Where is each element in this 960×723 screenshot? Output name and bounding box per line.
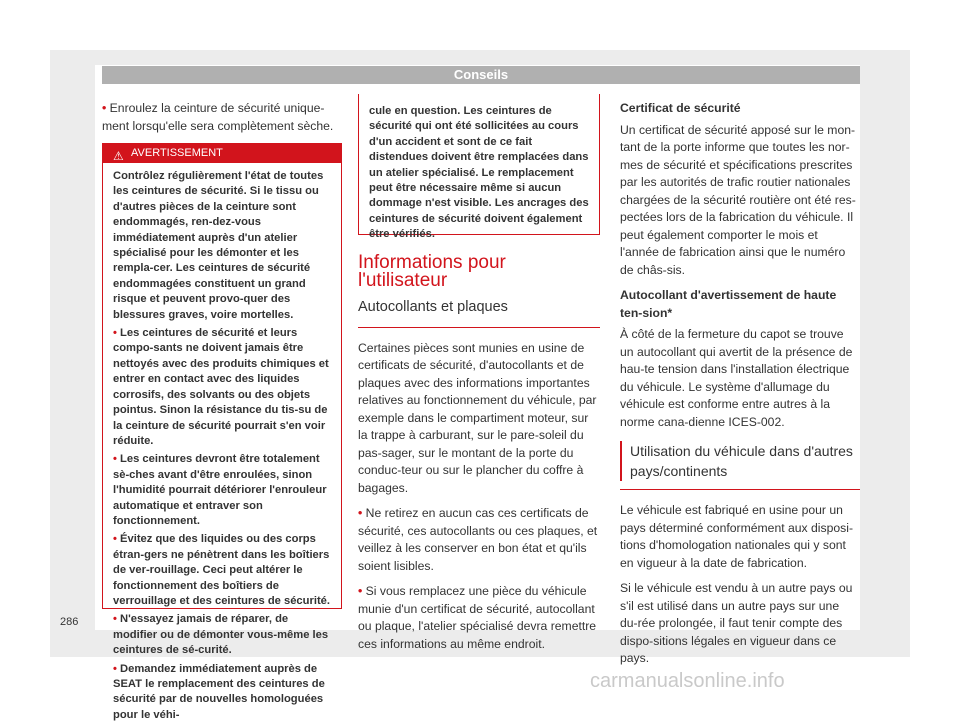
column-3	[620, 100, 860, 676]
paragraph: Si le véhicule est vendu à un autre pays ou s'il est utilisé dans un autre pays sur une du-rée prolongée, il faut tenir compte des dispo-sitions légales en vigueur dans ce pays.	[620, 581, 853, 665]
page-header: Conseils	[102, 66, 860, 84]
warning-header	[103, 143, 341, 163]
cert-title: Certificat de sécurité	[620, 101, 741, 115]
watermark: carmanualsonline.info	[590, 670, 785, 692]
warning-continuation-text: cule en question. Les ceintures de sécurité qui ont été sollicitées au cours d'un accident et sont de ce fait distendues doivent être remplacées dans un atelier spécialisé. Le remplacement peut être nécessaire même si aucun dommage n'est visible. Les ancrages des ceintures de sécurité doivent également être vérifiés.	[369, 105, 589, 241]
warning-title: AVERTISSEMENT	[131, 147, 223, 159]
column-2	[358, 254, 600, 661]
divider	[620, 489, 860, 490]
warning-item: • Évitez que des liquides ou des corps étran-gers ne pénètrent dans les boîtiers de ver-rouillage. Ceci peut altérer le fonctionnement des boîtiers de verrouillage et des ceintures de sécurité.	[113, 533, 331, 607]
bullet-icon: •	[113, 327, 117, 340]
warning-triangle-icon: ⚠	[113, 149, 124, 163]
list-item: • Ne retirez en aucun cas ces certificats de sécurité, ces autocollants ou ces plaques, et veillez à les conserver en bon état et qu'ils soient lisibles.	[358, 506, 598, 573]
column-1	[102, 100, 340, 143]
bullet-icon: •	[113, 533, 117, 546]
bullet-icon: •	[102, 101, 107, 115]
list-item: • Si vous remplacez une pièce du véhicule munie d'un certificat de sécurité, autocollant ou plaque, l'atelier spécialisé devra remettre ces informations au même endroit.	[358, 584, 597, 651]
warning-continuation-box	[358, 94, 600, 241]
section-subheading: Autocollants et plaques	[358, 299, 508, 315]
page-number: 286	[60, 616, 79, 628]
bullet-icon: •	[358, 584, 363, 598]
warning-item: • Les ceintures de sécurité et leurs compo-sants ne doivent jamais être nettoyés avec des produits chimiques et entrer en contact avec des liquides corrosifs, des solvants ou des objets pointus. Sinon la résistance du tis-su de la ceinture de sécurité pourrait s'en voir réduite.	[113, 327, 329, 447]
warning-item: Contrôlez régulièrement l'état de toutes les ceintures de sécurité. Si le tissu ou d'autres pièces de la ceinture sont endommagés, ren-dez-vous immédiatement auprès d'un atelier spécialisé pour les démonter et les rempla-cer. Les ceintures de sécurité endommagées constituent un grand risque et peuvent provo-quer des blessures graves, voire mortelles.	[113, 170, 324, 321]
hv-title: Autocollant d'avertissement de haute ten-sion*	[620, 288, 837, 320]
warning-item: • Demandez immédiatement auprès de SEAT le remplacement des ceintures de sécurité par de nouvelles homologuées pour le véhi-	[113, 662, 325, 721]
divider	[358, 317, 600, 328]
intro-paragraph: Certaines pièces sont munies en usine de certificats de sécurité, d'autocollants et de plaques avec des informations importantes relatives au fonctionnement du véhicule, par exemple dans le compartiment moteur, sur la trappe à carburant, sur le pare-soleil du pas-sager, sur le montant de la porte du conduc-teur ou sur le plancher du coffre à bagages.	[358, 340, 597, 495]
intro-paragraph: • Enroulez la ceinture de sécurité unique-ment lorsqu'elle sera complètement sèche.	[102, 101, 334, 133]
warning-body	[103, 163, 341, 723]
cert-text: Un certificat de sécurité apposé sur le mon-tant de la porte informe que toutes les nor-mes de sécurité et spécifications prescrites par les autorités de trafic routier nationales chargées de la sécurité routière ont été res-pectées lors de la fabrication du véhicule. Il peut également comporter le mois et l'année de fabrication ainsi que le numéro de châs-sis.	[620, 122, 856, 277]
subsection-heading: Utilisation du véhicule dans d'autres pays/continents	[620, 441, 860, 481]
paragraph: Le véhicule est fabriqué en usine pour un pays déterminé conformément aux disposi-tions d'homologation nationales qui y sont en vigueur à la date de fabrication.	[620, 503, 854, 570]
hv-text: À côté de la fermeture du capot se trouve un autocollant qui avertit de la présence de hau-te tension dans l'installation électrique du véhicule. Le système d'allumage du véhicule est conforme entre autres à la norme cana-dienne ICES-002.	[620, 327, 853, 429]
bullet-icon: •	[113, 613, 117, 626]
warning-item: • N'essayez jamais de réparer, de modifier ou de démonter vous-même les ceintures de sé-curité.	[113, 613, 329, 657]
bullet-icon: •	[113, 453, 117, 466]
warning-box	[102, 143, 342, 721]
warning-item: • Les ceintures devront être totalement sè-ches avant d'être enroulées, sinon l'humidité pourrait détériorer l'enrouleur automatique et entraver son fonctionnement.	[113, 453, 327, 527]
bullet-icon: •	[358, 506, 363, 520]
bullet-icon: •	[113, 662, 117, 675]
section-heading: Informations pour l'utilisateur	[358, 252, 506, 291]
